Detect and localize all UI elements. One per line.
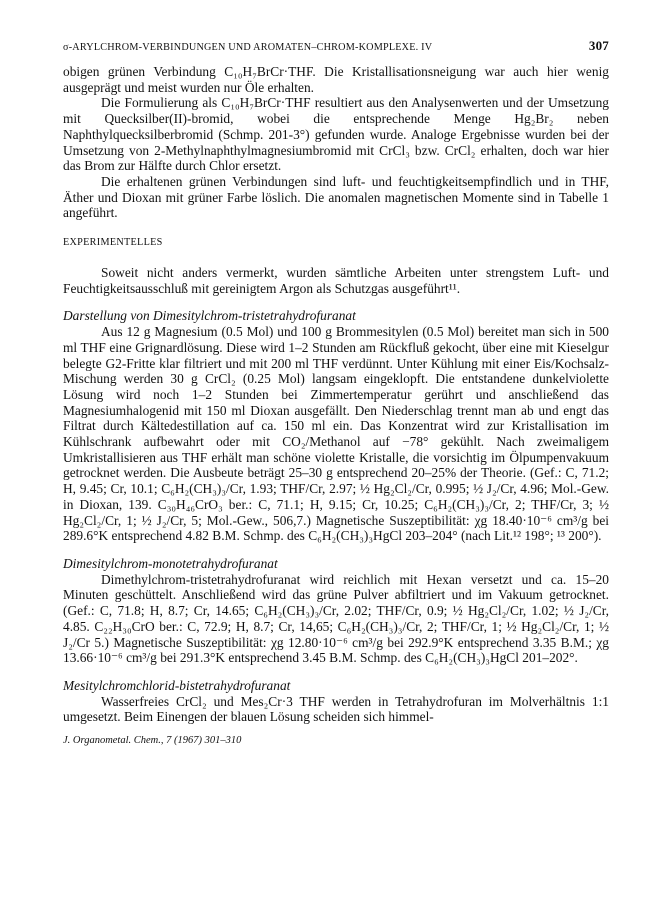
section-heading-experimental: EXPERIMENTELLES (63, 237, 163, 249)
paragraph-procedure-2: Dimethylchrom-tristetrahydrofuranat wird reichlich mit Hexan versetzt und ca. 15–20 Minuten geschüttelt. Anschließend wird das grüne Pulver abfiltriert und im Vakuum getrocknet. (Gef.: C, 71.8; H, 8.7; Cr, 14.65; C₆H₂(CH₃)₃/Cr, 2.02; THF/Cr, 0.9; ½ Hg₂Cl₂/Cr, 1.02; ½ J₂/Cr, 4.85. C₂₂H₃₀CrO ber.: C, 72.9; H, 8.7; Cr, 14,65; C₆H₂(CH₃)₃/Cr, 2; THF/Cr, 1; ½ Hg₂Cl₂/Cr, 1; ½ J₂/Cr 5.) Magnetische Suszeptibilität: χg 12.80·10⁻⁶ cm³/g bei 292.9°K entsprechend 3.35 B.M.; χg 13.66·10⁻⁶ cm³/g bei 291.3°K entsprechend 3.45 B.M. Schmp. des C₆H₂(CH₃)₃HgCl 201–202°. (63, 571, 609, 666)
paragraph-general-conditions: Soweit nicht anders vermerkt, wurden sämtliche Arbeiten unter strengstem Luft- und Feuchtigkeitsausschluß mit gereinigtem Argon als Schutzgas ausgeführt¹¹. (63, 265, 609, 296)
paragraph-formulation: Die Formulierung als C₁₀H₇BrCr·THF resultiert aus den Analysenwerten und der Umsetzung mit Quecksilber(II)-bromid, wobei die entsprechende Menge Hg₂Br₂ neben Naphthylquecksilberbromid (Schmp. 201-3°) gefunden wurde. Analoge Ergebnisse wurden bei der Umsetzung von 2-Methylnaphthylmagnesiumbromid mit CrCl₃ bzw. CrCl₂ erhalten, doch war hier das Brom zur Hälfte durch Chlor ersetzt. (63, 95, 609, 174)
paragraph-properties: Die erhaltenen grünen Verbindungen sind luft- und feuchtigkeitsempfindlich und in THF, Äther und Dioxan mit grüner Farbe löslich. Die anomalen magnetischen Momente sind in Tabelle 1 angeführt. (63, 173, 609, 221)
subsection-title-2: Dimesitylchrom-monotetrahydrofuranat (63, 555, 278, 571)
subsection-title-1: Darstellung von Dimesitylchrom-tristetrahydrofuranat (63, 308, 356, 324)
page-number: 307 (588, 38, 609, 53)
paragraph-procedure-3: Wasserfreies CrCl₂ und Mes₂Cr·3 THF werden in Tetrahydrofuran im Molverhältnis 1:1 umgesetzt. Beim Einengen der blauen Lösung scheiden sich himmel- (63, 693, 609, 725)
journal-page (63, 38, 609, 746)
subsection-title-3: Mesitylchromchlorid-bistetrahydrofuranat (63, 677, 291, 693)
paragraph-procedure-1: Aus 12 g Magnesium (0.5 Mol) und 100 g Brommesitylen (0.5 Mol) bereitet man sich in 500 ml THF eine Grignardlösung. Diese wird 1–2 Stunden am Rückfluß gekocht, über eine mit Kieselgur belegte G2-Fritte klar filtriert und mit 200 ml THF verdünnt. Unter Kühlung mit einer Eis/Kochsalz-Mischung werden 30 g CrCl₂ (0.25 Mol) langsam eingeklopft. Die entstandene dunkelviolette Lösung wird noch 1–2 Stunden bei Zimmertemperatur gerührt und anschließend das Magnesiumhalogenid mit 150 ml Dioxan ausgefällt. Den Niederschlag trennt man ab und engt das Filtrat durch Kältedestillation auf ca. 150 ml ein. Das Konzentrat wird zur Kristallisation im Kühlschrank aufbewahrt oder mit CO₂/Methanol auf −78° gekühlt. Nach zweimaligem Umkristallisieren aus THF erhält man schöne violette Kristalle, die vorsichtig im Ölpumpenvakuum getrocknet werden. Die Ausbeute beträgt 25–30 g entsprechend 20–25% der Theorie. (Gef.: C, 71.2; H, 9.45; Cr, 10.1; C₆H₂(CH₃)₃/Cr, 1.93; THF/Cr, 2.97; ½ Hg₂Cl₂/Cr, 0.995; ½ J₂/Cr, 4.96; Mol.-Gew. in Dioxan, 139. C₃₀H₄₆CrO₃ ber.: C, 71.1; H, 9.15; Cr, 10.25; C₆H₂(CH₃)₃/Cr, 2; THF/Cr, 3; ½ Hg₂Cl₂/Cr, 1; ½ J₂/Cr, 5; Mol.-Gew., 506,7.) Magnetische Suszeptibilität: χg 18.40·10⁻⁶ cm³/g bei 289.6°K entsprechend 4.82 B.M. Schmp. des C₆H₂(CH₃)₃HgCl 203–204° (nach Lit.¹² 198°; ¹³ 200°). (63, 324, 609, 544)
running-header (63, 38, 609, 62)
journal-citation-footer: J. Organometal. Chem., 7 (1967) 301–310 (63, 735, 242, 747)
paragraph-continuation: obigen grünen Verbindung C₁₀H₇BrCr·THF. Die Kristallisationsneigung war auch hier wenig ausgeprägt und meist wurden nur Öle erhalten. (63, 64, 609, 95)
running-title: σ-ARYLCHROM-VERBINDUNGEN UND AROMATEN–CHROM-KOMPLEXE. IV (63, 42, 433, 53)
